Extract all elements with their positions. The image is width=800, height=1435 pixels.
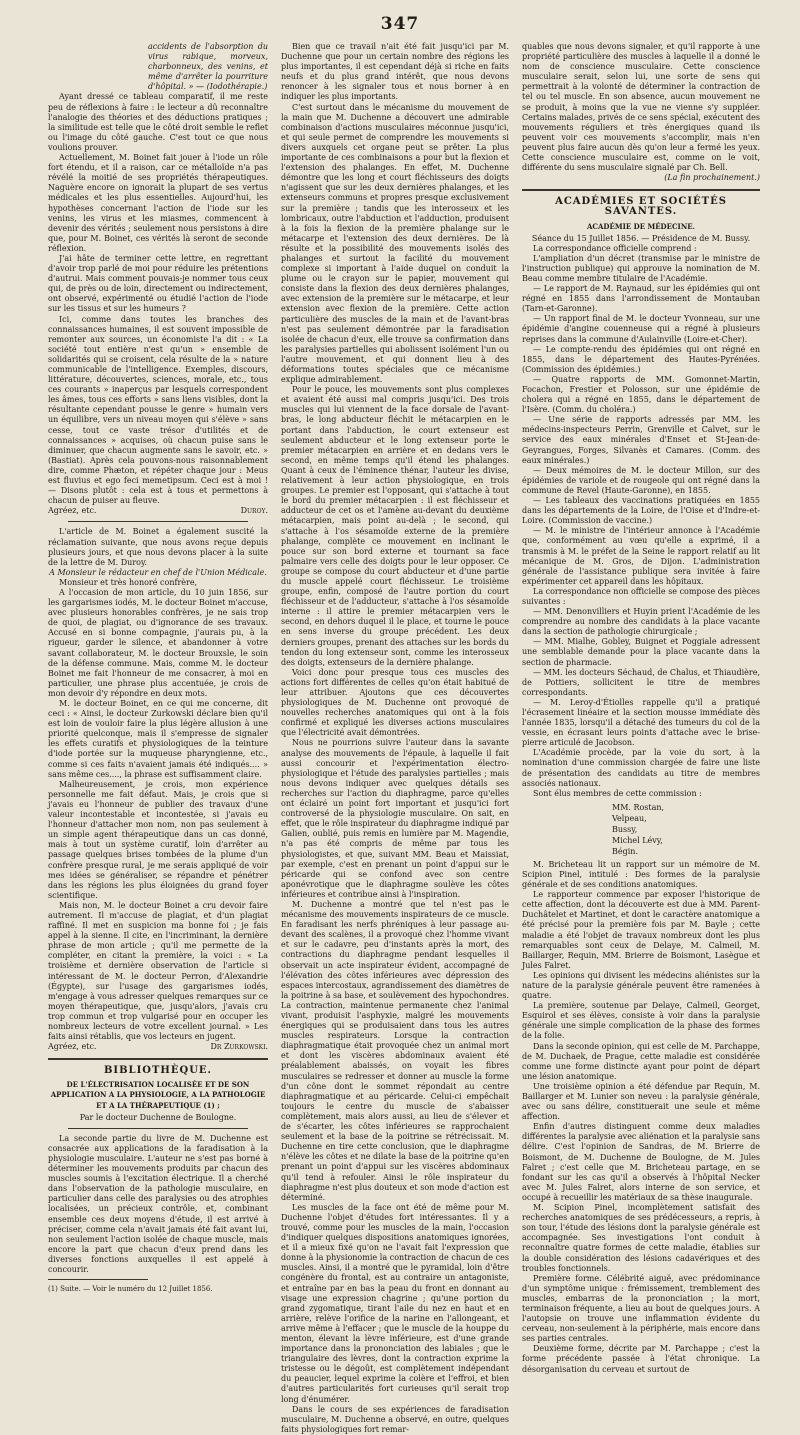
section-title-bibliotheque: BIBLIOTHÈQUE.	[103, 1065, 213, 1077]
paragraph: Dans le cours de ses expériences de faradisation musculaire, M. Duchenne a observé, en outre, quelques faits physiologiques fort remar-	[281, 1404, 509, 1434]
article-title: DE L'ÉLECTRISATION LOCALISÉE ET DE SON APPLICATION A LA PHYSIOLOGIE, A LA PATHOLOGIE ET A LA THÉRAPEUTIQUE (1) ;	[50, 1080, 266, 1110]
section-rule	[522, 189, 760, 191]
list-item: — Un rapport final de M. le docteur Yvonneau, sur une épidémie d'angine couenneuse qui a régné à plusieurs reprises dans la commune d'Aulainville (Loire-et-Cher).	[522, 314, 760, 344]
paragraph: Une troisième opinion a été défendue par Requin, M. Baillarger et M. Lunier son neveu : la paralysie générale, avec ou sans délire, constituerait une seule et même affection.	[522, 1081, 760, 1122]
list-item: — MM. Mialhe, Gobley, Buignet et Poggiale adressent une semblable demande pour la place vacante dans la section de pharmacie.	[522, 637, 760, 667]
list-item: — M. Leroy-d'Étiolles rappelle qu'il a pratiqué l'écrasement linéaire et la section mousse immédiate dès l'année 1835, lorsqu'il a détaché des tumeurs du col de la vessie, en écrasant leurs points d'attache avec le brise-pierre articulé de Jacobson.	[522, 697, 760, 748]
paragraph: M. le docteur Boinet, en ce qui me concerne, dit ceci : « Ainsi, le docteur Zurkowski déclare bien qu'il est loin de vouloir faire la plus légère allusion à une priorité quelconque, mais il s'empresse de signaler les effets curatifs et physiologiques de la teinture d'iode portée sur la muqueuse pharyngienne, etc., comme si ces faits n'avaient jamais été indiqués.... » sans même ces...., la phrase est suffisamment claire.	[48, 699, 268, 779]
commission-member: MM. Rostan,	[612, 802, 665, 812]
academy-name: ACADÉMIE DE MÉDECINE.	[587, 221, 695, 231]
letter-salutation: Monsieur et très honoré confrère,	[59, 577, 198, 587]
paragraph: Enfin d'autres distinguent comme deux maladies différentes la paralysie avec aliénation et la paralysie sans délire. C'est l'opinion de Sandras, de M. Brierre de Boismont, de M. Duchenne de Boulogne, de M. Jules Falret ; c'est celle que M. Bricheteau partage, en se fondant sur les cas qu'il a observés à l'hôpital Necker avec M. Jules Falret, alors interne de son service, et occupé à recueillir les matériaux de sa thèse inaugurale.	[522, 1122, 760, 1202]
paragraph: Première forme. Célébrité aiguë, avec prédominance d'un symptôme unique : frémissement, tremblement des muscles, embarras de la prononciation ; la mort, terminaison fréquente, a lieu au bout de quelques jours. A l'autopsie on trouve une inflammation évidente du cerveau, non-seulement à la périphérie, mais encore dans ses parties centrales.	[522, 1273, 760, 1344]
paragraph: La première, soutenue par Delaye, Calmeil, Georget, Esquirol et ses élèves, consiste à voir dans la paralysie générale une simple complication de la phase des formes de la folie.	[522, 1001, 760, 1041]
letter-address: A Monsieur le rédacteur en chef de l'Union Médicale.	[49, 567, 267, 577]
column-left	[48, 42, 268, 1294]
signature-name: Dr Zurkowski.	[210, 1042, 268, 1052]
paragraph: L'article de M. Boinet a également suscité la réclamation suivante, que nous avons reçue depuis plusieurs jours, et que nous devons placer à la suite de la lettre de M. Duroy.	[48, 527, 268, 567]
signature-greeting: Agréez, etc.	[48, 506, 97, 516]
paragraph: Ayant dressé ce tableau comparatif, il me reste peu de réflexions à faire : le lecteur a dû reconnaître l'analogie des théories et des déductions pratiques ; la similitude est telle que le côté droit semble le reflet ou l'image du côté gauche. C'est tout ce que nous voulions prouver.	[48, 92, 268, 152]
commission-names	[612, 802, 760, 857]
seance-date: Séance du 15 Juillet 1856. — Présidence de M. Bussy.	[531, 233, 751, 243]
section-title-academies: ACADÉMIES ET SOCIÉTÉS SAVANTES.	[555, 196, 727, 218]
paragraph: Bien que ce travail n'ait été fait jusqu'ici par M. Duchenne que pour un certain nombre des régions les plus importantes, il est cependant déjà si riche en faits neufs et du plus grand intérêt, que nous devons renoncer à les signaler tous et nous borner à en indiquer les plus importants.	[281, 42, 509, 102]
paragraph: Le rapporteur commence par exposer l'historique de cette affection, dont la découverte est due à MM. Parent-Duchâtelet et Martinet, et dont le caractère anatomique a été précisé pour la première fois par M. Bayle ; cette maladie a été l'objet de travaux nombreux dont les plus remarquables sont ceux de Delaye, M. Calmeil, M. Baillarger, Requin, MM. Brierre de Boismont, Lasègue et Jules Falret.	[522, 890, 760, 970]
paragraph: M. Duchenne a montré que tel n'est pas le mécanisme des mouvements inspirateurs de ce muscle. En faradisant les nerfs phréniques à leur passage au-devant des scalènes, il a provoqué chez l'homme vivant et sur le cadavre, peu d'instants après la mort, des contractions du diaphragme pendant lesquelles il observait un acte inspirateur évident, accompagné de l'élévation des côtes inférieures avec dépression des espaces intercostaux, agrandissement des diamètres de la poitrine à sa base, et soulèvement des hypochondres. La contraction, maintenue permanente chez l'animal vivant, produisit l'asphyxie, malgré les mouvements énergiques qui se produisaient dans tous les autres muscles respirateurs. Lorsque la contraction diaphragmatique était provoquée chez un animal mort et dont les viscères abdominaux avaient été préalablement abaissés, on voyait les fibres musculaires se redresser et donner au muscle la forme d'un cône dont le sommet répondait au centre diaphragmatique et au péricarde. Celui-ci empêchait toujours le centre du muscle de s'abaisser complètement, mais alors aussi, au lieu de s'élever et de s'écarter, les côtes inférieures se rapprochaient seulement et la base de la poitrine se rétrécissait. M. Duchenne en tire cette conclusion, que le diaphragme n'élève les côtes et ne dilate la base de la poitrine qu'en prenant un point d'appui sur les viscères abdominaux qu'il tend à refouler. Ainsi le rôle inspirateur du diaphragme n'est plus douteux et son mode d'action est déterminé.	[281, 899, 509, 1202]
paragraph: Malheureusement, je crois, mon expérience personnelle me fait défaut. Mais, je crois que si j'avais eu l'honneur de publier des travaux d'une valeur incontestable et incontestée, si j'avais eu l'honneur d'attacher mon nom, non pas seulement à un simple agent thérapeutique dans un cas donné, mais à tout un système curatif, loin d'arrêter au passage quelques brises tombées de la plume d'un confrère presque rural, je me serais appliqué de voir mes idées se généraliser, se répandre et pénétrer dans les régions les plus éloignées du grand foyer scientifique.	[48, 779, 268, 900]
commission-member: Bussy,	[612, 824, 638, 834]
list-item: La correspondance non officielle se compose des pièces suivantes :	[522, 586, 761, 606]
paragraph: quables que nous devons signaler, et qu'il rapporte à une propriété particulière des muscles à laquelle il a donné le nom de conscience musculaire. Cette conscience musculaire serait, selon lui, une sorte de sens qui permettrait à la volonté de déterminer la contraction de tel ou tel muscle. En son absence, aucun mouvement ne se produit, à moins que la vue ne vienne s'y suppléer. Certains malades, privés de ce sens spécial, exécutent des mouvements réguliers et très énergiques quand ils peuvent voir ces mouvements s'accomplir, mais n'en peuvent plus faire aucun dès qu'on leur a fermé les yeux. Cette conscience musculaire est, comme on le voit, différente du sens musculaire signalé par Ch. Bell.	[522, 42, 760, 173]
list-item: — Le compte-rendu des épidémies qui ont régné en 1855, dans le département des Hautes-Pyrénées. (Commission des épidémies.)	[522, 344, 760, 374]
intro-fragment: accidents de l'absorption du virus rabique, morveux, charbonneux, des venins, et même d'arrêter la pourriture d'hôpital. » — (Iodothérapie.)	[148, 42, 268, 92]
list-item: — Quatre rapports de MM. Gomonnet-Martin, Focachon, Frestier et Polosson, sur une épidémie de cholera qui a régné en 1855, dans le département de l'Isère. (Comm. du choléra.)	[522, 374, 760, 415]
list-item: — M. le ministre de l'intérieur annonce à l'Académie que, conformément au vœu qu'elle a exprimé, il a transmis à M. le préfet de la Seine le rapport relatif au lit mécanique de M. Gros, de Dijon. L'administration générale de l'assistance publique sera invitée à faire expérimenter cet appareil dans les hôpitaux.	[522, 526, 760, 586]
paragraph: Deuxième forme, décrite par M. Parchappe ; c'est la forme précédente passée à l'état chronique. La désorganisation du cerveau et surtout de	[522, 1344, 760, 1374]
paragraph: M. Scipion Pinel, incomplètement satisfait des recherches anatomiques de ses prédécesseurs, a repris, à son tour, l'étude des lésions dont la paralysie générale est accompagnée. Ses investigations l'ont conduit à reconnaître quatre formes de cette maladie, établies sur la double considération des lésions cadavériques et des troubles fonctionnels.	[522, 1203, 760, 1273]
paragraph: Actuellement, M. Boinet fait jouer à l'iode un rôle fort étendu, et il a raison, car ce métalloïde n'a pas révélé la moitié de ses propriétés thérapeutiques. Naguère encore on ignorait la plupart de ses vertus médicales et les plus essentielles. Aujourd'hui, les hypothèses concernant l'action de l'iode sur les venins, les virus et les miasmes, commencent à devenir des vérités ; seulement nous persistons à dire que, pour M. Boinet, ces vérités là seront de seconde réflexion.	[48, 153, 268, 253]
paragraph: Pour le pouce, les mouvements sont plus complexes et avaient été aussi mal compris jusqu'ici. Des trois muscles qui lui viennent de la face dorsale de l'avant-bras, le long abducteur fléchit le métacarpien en le portant dans l'abduction, le court extenseur est seulement abducteur et le long extenseur porte le premier métacarpien en arrière et en dedans vers le second, en même temps qu'il étend les phalanges. Quant à ceux de l'éminence thénar, l'auteur les divise, relativement à leur action physiologique, en trois groupes. Le premier est l'opposant, qui s'attache à tout le bord du premier métacarpien : il est fléchisseur et adducteur de cet os et l'amène au-devant du deuxième métacarpien, mais point au-delà ; le second, qui s'attache à l'os sésamoïde externe de la première phalange, complète ce mouvement en inclinant le pouce sur son bord externe et tournant sa face palmaire vers celle des doigts pour le leur opposer. Ce groupe se compose du court abducteur et d'une partie du muscle appelé court fléchisseur. Le troisième groupe, enfin, composé de l'autre portion du court fléchisseur et de l'adducteur, s'attache à l'os sésamoïde interne : il attire le premier métacarpien vers le second, en dehors duquel il le place, et tourne le pouce en sens inverse du groupe précédent. Les deux derniers groupes, prenant des attaches sur les bords du tendon du long extenseur sont, comme les interosseux des doigts, extenseurs de la dernière phalange.	[281, 385, 509, 667]
column-middle	[281, 42, 509, 1434]
paragraph: La seconde partie du livre de M. Duchenne est consacrée aux applications de la faradisation à la physiologie musculaire. L'auteur ne s'est pas borné à déterminer les mouvements produits par chacun des muscles soumis à l'excitation électrique. Il a cherché dans l'observation de la pathologie musculaire, en particulier dans celle des paralysies ou des atrophies localisées, un précieux contrôle, et, combinant ensemble ces deux moyens d'étude, il est arrivé à préciser, comme cela n'avait jamais été fait avant lui, non seulement l'action isolée de chaque muscle, mais encore la part que chacun d'eux prend dans les diverses fonctions auxquelles il est appelé à concourir.	[48, 1133, 268, 1274]
paragraph: C'est surtout dans le mécanisme du mouvement de la main que M. Duchenne a découvert une admirable combinaison d'actions musculaires méconnue jusqu'ici, et qui seule permet de comprendre les mouvements si divers auxquels cet organe peut se prêter. La plus importante de ces combinaisons a pour but la flexion et l'extension des phalanges. En effet, M. Duchenne démontre que les long et court fléchisseurs des doigts n'agissent que sur les deux dernières phalanges, et les extenseurs communs et propres presque exclusivement sur la première ; tandis que les interosseux et les lombricaux, outre l'abduction et l'adduction, produisent à la fois la flexion de la première phalange sur le métacarpe et l'extension des deux dernières. De là résulte et la possibilité des mouvements isolés des phalanges et surtout la facilité du mouvement complexe si important à l'aide duquel on conduit la plume ou le crayon sur le papier, mouvement qui consiste dans la flexion des deux dernières phalanges, avec extension de la première sur le métacarpe, et leur extension avec flexion de la première. Cette action particulière des muscles de la main et de l'avant-bras n'est pas seulement démontrée par la faradisation isolée de chacun d'eux, elle trouve sa confirmation dans les paralysies partielles qui abolissent isolément l'un ou l'autre mouvement, et qui donnent lieu à des déformations toutes spéciales que ce mécanisme explique admirablement.	[281, 102, 509, 385]
list-item: — Deux mémoires de M. le docteur Millon, sur des épidémies de variole et de rougeole qui ont régné dans la commune de Revel (Haute-Garonne), en 1855.	[522, 465, 760, 495]
paragraph: M. Bricheteau lit un rapport sur un mémoire de M. Scipion Pinel, intitulé : Des formes de la paralysie générale et de ses conditions anatomiques.	[522, 859, 760, 890]
paragraph: L'Académie procède, par la voie du sort, à la nomination d'une commission chargée de faire une liste de présentation des candidats au titre de membres associés nationaux.	[522, 748, 760, 788]
list-item: — Le rapport de M. Raynaud, sur les épidémies qui ont régné en 1855 dans l'arrondissement de Montauban (Tarn-et-Garonne).	[522, 284, 760, 314]
list-item: — MM. les docteurs Séchaud, de Chalus, et Thiaudière, de Pottiers, sollicitent le titre de membres correspondants.	[522, 667, 760, 697]
list-item: — Une série de rapports adressés par MM. les médecins-inspecteurs Perrin, Grenville et Calvet, sur le service des eaux minérales d'Enset et St-Jean-de-Geyrangues, Forges, Silvanès et Camares. (Comm. des eaux minérales.)	[522, 415, 760, 465]
paragraph: Dans la seconde opinion, qui est celle de M. Parchappe, de M. Duchaek, de Prague, cette maladie est considérée comme une forme distincte ayant pour point de départ une lésion anatomique.	[522, 1041, 760, 1081]
paragraph: Les muscles de la face ont été de même pour M. Duchenne l'objet d'études fort intéressantes. Il y a trouvé, comme pour les muscles de la main, l'occasion d'indiquer quelques dispositions anatomiques ignorées, et il a mieux fixé qu'on ne l'avait fait l'expression que donne à la physionomie la contraction de chacun de ces muscles. Ainsi, il a montré que le pyramidal, loin d'être congénère du frontal, est au contraire un antagoniste, et entraîne par en bas la peau du front en donnant au visage une expression chagrine ; qu'une portion du grand zygomatique, tirant l'aile du nez en haut et en arrière, relève l'orifice de la narine en l'allongeant, et arrive même à l'effacer ; que le muscle de la houppe du menton, élevant la lèvre inférieure, est d'une grande importance dans la prononciation des labiales ; que le triangulaire des lèvres, dont la contraction exprime la tristesse ou le dégoût, est complètement indépendant du peaucier, lequel exprime la colère et l'effroi, et bien d'autres particularités fort curieuses qu'il serait trop long d'énumérer.	[281, 1202, 509, 1404]
continuation-note: (La fin prochainement.)	[664, 173, 760, 183]
paragraph: Voici donc pour presque tous ces muscles des actions fort différentes de celles qu'on était habitué de leur attribuer. Ajoutons que ces découvertes physiologiques de M. Duchenne ont provoqué de nouvelles recherches anatomiques qui ont à la fois confirmé et expliqué les diverses actions musculaires que l'électricité avait démontrées.	[281, 667, 509, 738]
paragraph: A l'occasion de mon article, du 10 juin 1856, sur les gargarismes iodés, M. le docteur Boinet m'accuse, avec plusieurs honorables confrères, je ne sais trop de quoi, de plagiat, ou d'ignorance de ses travaux. Accusé en si bonne compagnie, j'aurais pu, à la rigueur, garder le silence, et abandonner à votre savant collaborateur, M. le docteur Brouxsle, le soin de la défense commune. Mais, comme M. le docteur Boinet me fait l'honneur de me consacrer, à moi en particulier, une phrase plus accentuée, je crois de mon devoir d'y répondre en deux mots.	[48, 587, 268, 698]
divider	[68, 521, 248, 522]
signature-line	[48, 506, 268, 516]
page-number: 347	[380, 14, 420, 34]
section-rule	[48, 1058, 268, 1060]
signature-line	[48, 1042, 268, 1052]
paragraph: Mais non, M. le docteur Boinet a cru devoir faire autrement. Il m'accuse de plagiat, et d'un plagiat raffiné. Il met en suspicion ma bonne foi ; je fais appel à la sienne. Il cite, en l'incriminant, la dernière phrase de mon article ; qu'il me permette de la compléter, en citant la première, la voici : « La troisième et dernière observation de l'article si intéressant de M. le docteur Perron, d'Alexandrie (Égypte), sur l'usage des gargarismes iodés, m'engage à vous adresser quelques remarques sur ce moyen thérapeutique, que, jusqu'alors, j'avais cru trop commun et trop vulgarisé pour en occuper les nombreux lecteurs de votre excellent journal. » Les faits ainsi rétablis, que vos lecteurs en jugent.	[48, 900, 268, 1042]
paragraph: La correspondance officielle comprend :	[533, 243, 697, 253]
signature-name: Duroy.	[240, 506, 268, 516]
divider	[68, 1128, 248, 1129]
article-author: Par le docteur Duchenne de Boulogne.	[79, 1112, 237, 1122]
paragraph: Nous ne pourrions suivre l'auteur dans la savante analyse des mouvements de l'épaule, à laquelle il fait aussi concourir et l'expérimentation électro-physiologique et l'étude des paralysies partielles ; mais nous devons indiquer avec quelques détails ses recherches sur l'action du diaphragme, parce qu'elles ont éclairé un point fort important et jusqu'ici fort controversé de la physiologie musculaire. On sait, en effet, que le rôle inspirateur du diaphragme indiqué par Galien, oublié, puis remis en lumière par M. Magendie, n'a pas été compris de même par tous les physiologistes, et que, suivant MM. Beau et Maissiat, par exemple, c'est en prenant un point d'appui sur le péricarde qui se confond avec son centre aponévrotique que le diaphragme soulève les côtes inférieures et contribue ainsi à l'inspiration.	[281, 738, 509, 899]
column-right	[522, 42, 761, 1374]
footnote-rule	[48, 1279, 148, 1280]
list-item: — Les tableaux des vaccinations pratiquées en 1855 dans les départements de la Loire, de l'Oise et d'Indre-et-Loire. (Commission de vaccine.)	[522, 496, 760, 526]
list-item: — MM. Denonvilliers et Huyin prient l'Académie de les comprendre au nombre des candidats à la place vacante dans la section de pathologie chirurgicale ;	[522, 607, 760, 637]
paragraph: Les opinions qui divisent les médecins aliénistes sur la nature de la paralysie générale peuvent être ramenées à quatre.	[522, 970, 760, 1001]
footnote: (1) Suite. — Voir le numéro du 12 Juillet 1856.	[48, 1285, 213, 1294]
list-item: L'ampliation d'un décret (transmise par le ministre de l'instruction publique) qui approuve la nomination de M. Beau comme membre titulaire de l'Académie.	[522, 253, 760, 283]
paragraph: J'ai hâte de terminer cette lettre, en regrettant d'avoir trop parlé de moi pour réduire les prétentions d'autrui. Mais comment pouvais-je nommer tous ceux qui, de près ou de loin, directement ou indirectement, ont observé, expérimenté ou étudié l'action de l'iode sur les tissus et sur les humeurs ?	[48, 253, 268, 314]
commission-member: Bégin.	[612, 846, 638, 856]
commission-member: Velpeau,	[612, 813, 647, 823]
paragraph: Ici, comme dans toutes les branches des connaissances humaines, il est souvent impossible de remonter aux sources, un économiste l'a dit : « La société tout entière n'est qu'un » ensemble de solidarités qui se croisent, cela résulte de la » nature communicable de l'intelligence. Exemples, discours, littérature, découvertes, sciences, morale, etc., tous ces courants » inaperçus par lesquels correspondent les âmes, tous ces efforts » sans liens visibles, dont la résultante cependant pousse le genre » humain vers un équilibre, vers un niveau moyen qui s'élève » sans cesse, tout ce vaste trésor d'utilités et de connaissances » acquises, où chacun puise sans le diminuer, que chacun augmente sans le savoir, etc. » (Bastiat). Après cela pouvons-nous raisonnablement dire, comme Phæton, et répéter chaque jour : Meus est fluvius et ego feci memetipsum. Ceci est à moi ! — Disons plutôt : cela est à tous et permettons à chacun de puiser au fleuve.	[48, 314, 268, 506]
commission-member: Michel Lévy,	[612, 835, 663, 845]
paragraph: Sont élus membres de cette commission :	[533, 788, 702, 798]
signature-greeting: Agréez, etc.	[48, 1042, 97, 1052]
